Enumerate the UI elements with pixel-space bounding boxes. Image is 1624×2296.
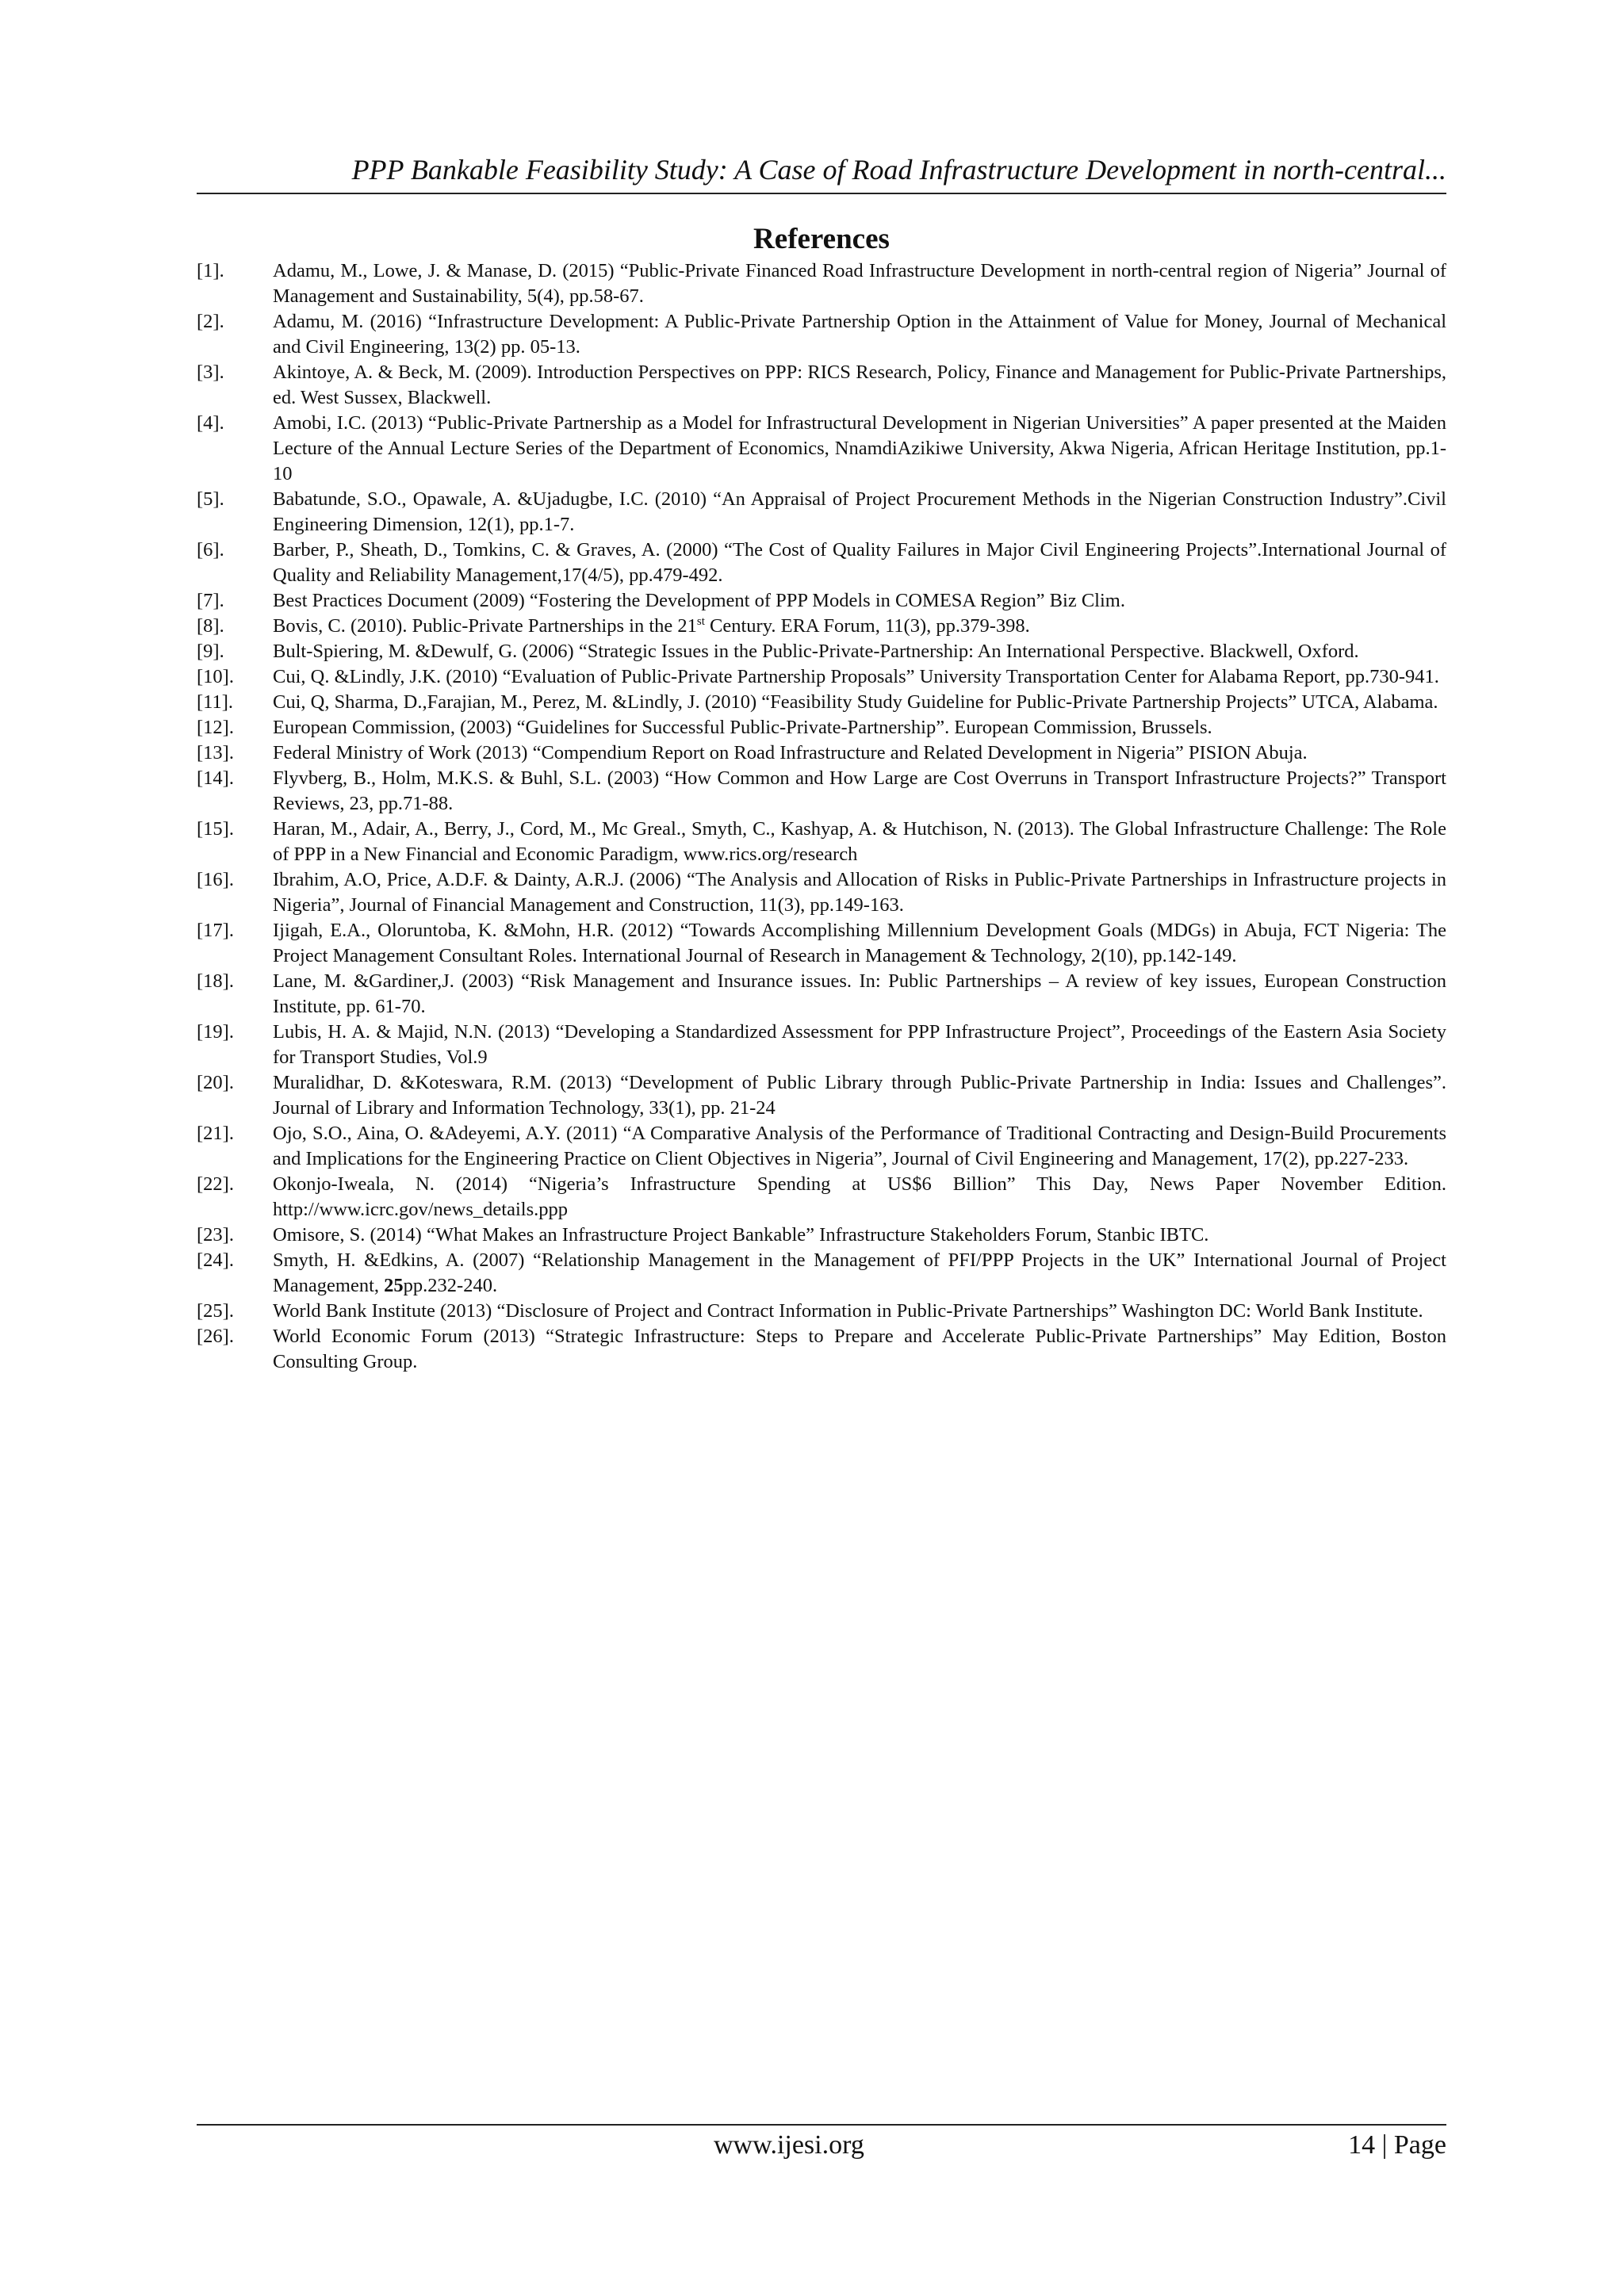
reference-item-15 (197, 817, 1446, 867)
reference-item-9 (197, 639, 1446, 664)
reference-text: Adamu, M., Lowe, J. & Manase, D. (2015) “Public-Private Financed Road Infrastructure Development in north-central region of Nigeria” Journal of Management and Sustainability, 5(4), pp.58-67. (273, 260, 1446, 307)
reference-number: [5]. (197, 488, 224, 510)
reference-item-5 (197, 487, 1446, 538)
reference-number: [10]. (197, 666, 234, 687)
reference-item-17 (197, 918, 1446, 969)
reference-item-11 (197, 690, 1446, 715)
reference-text: Muralidhar, D. &Koteswara, R.M. (2013) “Development of Public Library through Public-Private Partnership in India: Issues and Challenges”. Journal of Library and Information Technology, 33(1), pp. 21-24 (273, 1072, 1446, 1119)
reference-number: [11]. (197, 691, 234, 713)
reference-number: [9]. (197, 641, 224, 662)
reference-item-16 (197, 867, 1446, 918)
reference-number: [14]. (197, 767, 234, 789)
footer-rule (197, 2124, 1446, 2126)
reference-item-6 (197, 538, 1446, 588)
reference-item-3 (197, 360, 1446, 411)
references-heading: References (753, 223, 890, 255)
reference-item-10 (197, 664, 1446, 690)
reference-item-14 (197, 766, 1446, 817)
reference-number: [19]. (197, 1021, 234, 1043)
reference-item-2 (197, 309, 1446, 360)
reference-text: Okonjo-Iweala, N. (2014) “Nigeria’s Infrastructure Spending at US$6 Billion” This Day, News Paper November Edition. http://www.icrc.gov/news_details.ppp (273, 1173, 1446, 1220)
reference-number: [6]. (197, 539, 224, 561)
reference-text: Ojo, S.O., Aina, O. &Adeyemi, A.Y. (2011) “A Comparative Analysis of the Performance of Traditional Contracting and Design-Build Procurements and Implications for the Engineering Practice on Client Objectives in Nigeria”, Journal of Civil Engineering and Management, 17(2), pp.227-233. (273, 1123, 1446, 1169)
reference-item-22 (197, 1172, 1446, 1223)
header-rule (197, 193, 1446, 194)
reference-text: Lubis, H. A. & Majid, N.N. (2013) “Developing a Standardized Assessment for PPP Infrastructure Project”, Proceedings of the Eastern Asia Society for Transport Studies, Vol.9 (273, 1021, 1446, 1068)
reference-number: [7]. (197, 590, 224, 611)
reference-number: [22]. (197, 1173, 234, 1195)
reference-text: Haran, M., Adair, A., Berry, J., Cord, M., Mc Greal., Smyth, C., Kashyap, A. & Hutchison, N. (2013). The Global Infrastructure Challenge: The Role of PPP in a New Financial and Economic Paradigm, www.rics.org/research (273, 818, 1446, 865)
reference-item-1 (197, 258, 1446, 309)
reference-item-19 (197, 1020, 1446, 1070)
reference-number: [13]. (197, 742, 234, 763)
running-header: PPP Bankable Feasibility Study: A Case of Road Infrastructure Development in north-central... (351, 154, 1446, 186)
reference-number: [17]. (197, 920, 234, 941)
reference-text (273, 1249, 1446, 1296)
footer-url: www.ijesi.org (714, 2130, 864, 2160)
reference-number: [25]. (197, 1300, 234, 1322)
reference-item-13 (197, 740, 1446, 766)
reference-list (197, 258, 1446, 1375)
reference-text: Lane, M. &Gardiner,J. (2003) “Risk Management and Insurance issues. In: Public Partnerships – A review of key issues, European Construction Institute, pp. 61-70. (273, 970, 1446, 1017)
reference-text-part: Smyth, H. &Edkins, A. (2007) “Relationship Management in the Management of PFI/PPP Projects in the UK” International Journal of Project Management, (273, 1249, 1446, 1296)
reference-number: [21]. (197, 1123, 234, 1144)
reference-number: [16]. (197, 869, 234, 890)
reference-text: Federal Ministry of Work (2013) “Compendium Report on Road Infrastructure and Related Development in Nigeria” PISION Abuja. (273, 742, 1308, 763)
reference-number: [8]. (197, 615, 224, 637)
reference-item-21 (197, 1121, 1446, 1172)
reference-text: World Bank Institute (2013) “Disclosure of Project and Contract Information in Public-Private Partnerships” Washington DC: World Bank Institute. (273, 1300, 1423, 1322)
reference-item-26 (197, 1324, 1446, 1375)
reference-number: [20]. (197, 1072, 234, 1093)
reference-item-12 (197, 715, 1446, 740)
reference-text-part: Century. ERA Forum, 11(3), pp.379-398. (704, 615, 1030, 637)
reference-number: [4]. (197, 412, 224, 434)
reference-item-24 (197, 1248, 1446, 1299)
reference-text-part: pp.232-240. (403, 1275, 498, 1296)
reference-text: Best Practices Document (2009) “Fostering the Development of PPP Models in COMESA Region” Biz Clim. (273, 590, 1125, 611)
volume-number: 25 (384, 1275, 404, 1296)
ordinal-superscript: st (696, 614, 705, 628)
reference-text: Akintoye, A. & Beck, M. (2009). Introduction Perspectives on PPP: RICS Research, Policy, Finance and Management for Public-Private Partnerships, ed. West Sussex, Blackwell. (273, 362, 1446, 408)
reference-text: Cui, Q. &Lindly, J.K. (2010) “Evaluation of Public-Private Partnership Proposals” University Transportation Center for Alabama Report, pp.730-941. (273, 666, 1439, 687)
reference-number: [18]. (197, 970, 234, 992)
reference-item-7 (197, 588, 1446, 614)
reference-text: Barber, P., Sheath, D., Tomkins, C. & Graves, A. (2000) “The Cost of Quality Failures in Major Civil Engineering Projects”.International Journal of Quality and Reliability Management,17(4/5), pp.479-492. (273, 539, 1446, 586)
reference-item-18 (197, 969, 1446, 1020)
reference-number: [12]. (197, 717, 234, 738)
reference-number: [3]. (197, 362, 224, 383)
reference-text: Ijigah, E.A., Oloruntoba, K. &Mohn, H.R. (2012) “Towards Accomplishing Millennium Development Goals (MDGs) in Abuja, FCT Nigeria: The Project Management Consultant Roles. International Journal of Research in Management & Technology, 2(10), pp.142-149. (273, 920, 1446, 966)
reference-text: World Economic Forum (2013) “Strategic Infrastructure: Steps to Prepare and Accelerate Public-Private Partnerships” May Edition, Boston Consulting Group. (273, 1326, 1446, 1372)
reference-number: [24]. (197, 1249, 234, 1271)
reference-text: Amobi, I.C. (2013) “Public-Private Partnership as a Model for Infrastructural Development in Nigerian Universities” A paper presented at the Maiden Lecture of the Annual Lecture Series of the Department of Economics, NnamdiAzikiwe University, Akwa Nigeria, African Heritage Institution, pp.1-10 (273, 412, 1446, 484)
reference-item-25 (197, 1299, 1446, 1324)
reference-item-20 (197, 1070, 1446, 1121)
reference-text-part: Bovis, C. (2010). Public-Private Partnerships in the 21 (273, 615, 697, 637)
reference-text: Flyvberg, B., Holm, M.K.S. & Buhl, S.L. (2003) “How Common and How Large are Cost Overruns in Transport Infrastructure Projects?” Transport Reviews, 23, pp.71-88. (273, 767, 1446, 814)
reference-item-4 (197, 411, 1446, 487)
reference-item-23 (197, 1223, 1446, 1248)
page-number: 14 | Page (1348, 2130, 1446, 2160)
reference-number: [2]. (197, 311, 224, 332)
reference-number: [1]. (197, 260, 224, 281)
reference-text: Babatunde, S.O., Opawale, A. &Ujadugbe, I.C. (2010) “An Appraisal of Project Procurement Methods in the Nigerian Construction Industry”.Civil Engineering Dimension, 12(1), pp.1-7. (273, 488, 1446, 535)
reference-number: [23]. (197, 1224, 234, 1246)
reference-text: Cui, Q, Sharma, D.,Farajian, M., Perez, M. &Lindly, J. (2010) “Feasibility Study Guideline for Public-Private Partnership Projects” UTCA, Alabama. (273, 691, 1438, 713)
reference-text (273, 615, 1030, 637)
reference-number: [26]. (197, 1326, 234, 1347)
reference-text: Bult-Spiering, M. &Dewulf, G. (2006) “Strategic Issues in the Public-Private-Partnership: An International Perspective. Blackwell, Oxford. (273, 641, 1359, 662)
reference-text: Ibrahim, A.O, Price, A.D.F. & Dainty, A.R.J. (2006) “The Analysis and Allocation of Risks in Public-Private Partnerships in Infrastructure projects in Nigeria”, Journal of Financial Management and Construction, 11(3), pp.149-163. (273, 869, 1446, 916)
reference-item-8 (197, 614, 1446, 639)
reference-text: Adamu, M. (2016) “Infrastructure Development: A Public-Private Partnership Option in the Attainment of Value for Money, Journal of Mechanical and Civil Engineering, 13(2) pp. 05-13. (273, 311, 1446, 358)
reference-number: [15]. (197, 818, 234, 840)
reference-text: Omisore, S. (2014) “What Makes an Infrastructure Project Bankable” Infrastructure Stakeholders Forum, Stanbic IBTC. (273, 1224, 1209, 1246)
reference-text: European Commission, (2003) “Guidelines for Successful Public-Private-Partnership”. European Commission, Brussels. (273, 717, 1212, 738)
